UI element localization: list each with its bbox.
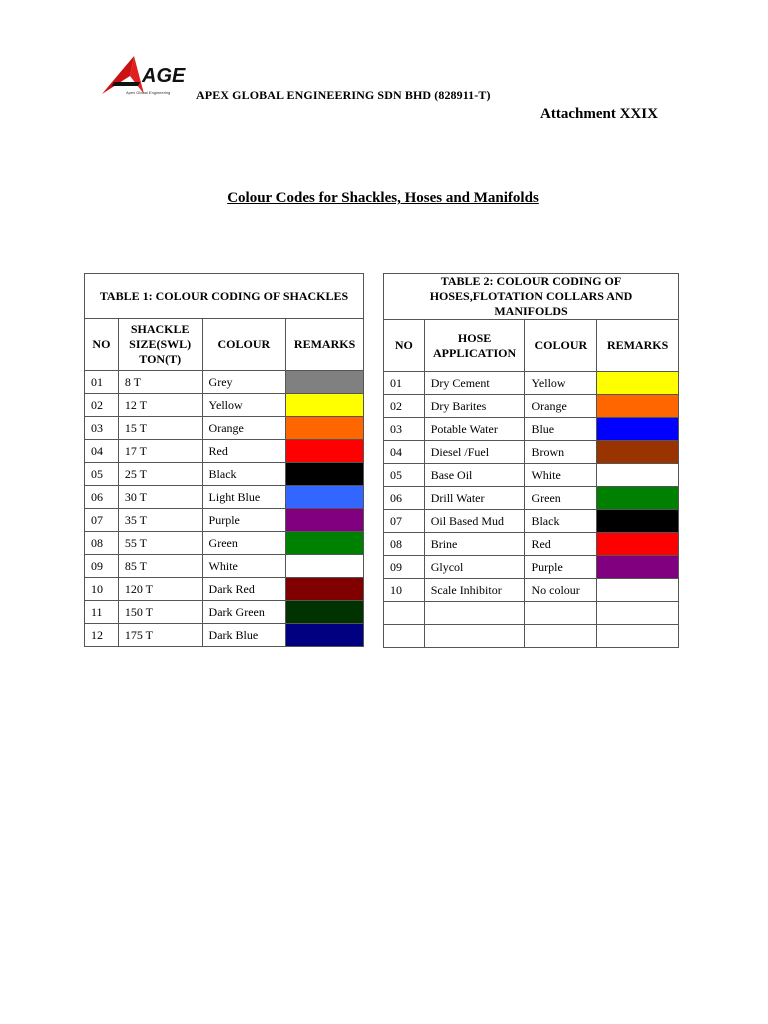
row-number: 03 — [85, 417, 119, 440]
colour-name: Orange — [525, 395, 597, 418]
row-number: 05 — [384, 464, 425, 487]
shackle-row — [85, 394, 364, 417]
shackle-size: 85 T — [118, 555, 202, 578]
hose-row — [384, 487, 679, 510]
hose-application: Glycol — [424, 556, 525, 579]
remarks-cell — [286, 624, 364, 647]
row-number: 12 — [85, 624, 119, 647]
company-logo — [100, 52, 192, 98]
remarks-cell — [597, 487, 679, 510]
colour-name: Dark Blue — [202, 624, 286, 647]
hose-application: Diesel /Fuel — [424, 441, 525, 464]
hose-application: Drill Water — [424, 487, 525, 510]
colour-swatch — [286, 440, 363, 462]
colour-swatch — [286, 578, 363, 600]
logo-text: AGE — [142, 65, 186, 87]
hose-row — [384, 602, 679, 625]
hose-row — [384, 464, 679, 487]
colour-name: White — [525, 464, 597, 487]
row-number: 10 — [85, 578, 119, 601]
colour-name: Blue — [525, 418, 597, 441]
row-number: 07 — [384, 510, 425, 533]
remarks-cell — [597, 372, 679, 395]
colour-name: Red — [525, 533, 597, 556]
colour-name: White — [202, 555, 286, 578]
hose-row — [384, 556, 679, 579]
colour-name: Grey — [202, 371, 286, 394]
hose-row — [384, 418, 679, 441]
table1-header-no: NO — [85, 319, 119, 371]
remarks-cell — [597, 602, 679, 625]
table2-caption: TABLE 2: COLOUR CODING OF HOSES,FLOTATION COLLARS AND MANIFOLDS — [384, 274, 679, 320]
row-number: 08 — [384, 533, 425, 556]
shackle-size: 175 T — [118, 624, 202, 647]
shackle-size: 55 T — [118, 532, 202, 555]
shackle-size: 35 T — [118, 509, 202, 532]
table1-header-remarks: REMARKS — [286, 319, 364, 371]
row-number: 05 — [85, 463, 119, 486]
colour-name: Dark Red — [202, 578, 286, 601]
shackle-row — [85, 578, 364, 601]
remarks-cell — [286, 486, 364, 509]
remarks-cell — [597, 395, 679, 418]
remarks-cell — [597, 579, 679, 602]
colour-swatch — [597, 418, 678, 440]
row-number: 06 — [384, 487, 425, 510]
shackle-row — [85, 509, 364, 532]
remarks-cell — [597, 510, 679, 533]
table1-header-size: SHACKLE SIZE(SWL) TON(T) — [118, 319, 202, 371]
remarks-cell — [597, 441, 679, 464]
hose-application — [424, 602, 525, 625]
colour-name: Dark Green — [202, 601, 286, 624]
colour-swatch — [286, 417, 363, 439]
row-number: 06 — [85, 486, 119, 509]
row-number: 01 — [384, 372, 425, 395]
colour-swatch — [597, 395, 678, 417]
hose-row — [384, 510, 679, 533]
hose-row — [384, 625, 679, 648]
shackle-row — [85, 486, 364, 509]
hose-application — [424, 625, 525, 648]
age-logo-icon — [100, 52, 192, 98]
hose-application: Base Oil — [424, 464, 525, 487]
shackle-row — [85, 624, 364, 647]
shackle-row — [85, 532, 364, 555]
shackle-row — [85, 440, 364, 463]
remarks-cell — [286, 509, 364, 532]
colour-swatch — [286, 509, 363, 531]
remarks-cell — [286, 463, 364, 486]
page-title: Colour Codes for Shackles, Hoses and Manifolds — [227, 190, 539, 206]
row-number: 04 — [85, 440, 119, 463]
remarks-cell — [286, 555, 364, 578]
shackle-size: 150 T — [118, 601, 202, 624]
hose-application: Dry Cement — [424, 372, 525, 395]
hose-application: Oil Based Mud — [424, 510, 525, 533]
attachment-label: Attachment XXIX — [540, 106, 658, 122]
table2-header-remarks: REMARKS — [597, 320, 679, 372]
table2-header-application: HOSE APPLICATION — [424, 320, 525, 372]
hose-application: Brine — [424, 533, 525, 556]
colour-name: Light Blue — [202, 486, 286, 509]
hose-application: Dry Barites — [424, 395, 525, 418]
row-number: 09 — [85, 555, 119, 578]
hose-row — [384, 533, 679, 556]
shackle-row — [85, 555, 364, 578]
colour-swatch — [286, 532, 363, 554]
colour-swatch — [286, 555, 363, 577]
shackle-size: 15 T — [118, 417, 202, 440]
colour-swatch — [286, 463, 363, 485]
shackle-size: 8 T — [118, 371, 202, 394]
colour-swatch — [286, 624, 363, 646]
hose-row — [384, 395, 679, 418]
table2-header-colour: COLOUR — [525, 320, 597, 372]
remarks-cell — [286, 601, 364, 624]
row-number: 08 — [85, 532, 119, 555]
hose-row — [384, 579, 679, 602]
shackle-size: 30 T — [118, 486, 202, 509]
row-number: 09 — [384, 556, 425, 579]
shackle-row — [85, 417, 364, 440]
remarks-cell — [597, 556, 679, 579]
remarks-cell — [286, 578, 364, 601]
colour-swatch — [597, 510, 678, 532]
row-number: 07 — [85, 509, 119, 532]
colour-swatch — [597, 579, 678, 601]
shackles-table — [84, 273, 364, 647]
colour-swatch — [597, 441, 678, 463]
remarks-cell — [286, 394, 364, 417]
shackle-size: 120 T — [118, 578, 202, 601]
shackle-size: 17 T — [118, 440, 202, 463]
shackle-row — [85, 463, 364, 486]
colour-swatch — [286, 601, 363, 623]
table1-caption: TABLE 1: COLOUR CODING OF SHACKLES — [85, 274, 364, 319]
colour-name: Yellow — [525, 372, 597, 395]
remarks-cell — [597, 533, 679, 556]
row-number: 04 — [384, 441, 425, 464]
colour-swatch — [597, 556, 678, 578]
colour-name: Black — [202, 463, 286, 486]
remarks-cell — [286, 532, 364, 555]
colour-name: Green — [202, 532, 286, 555]
row-number — [384, 625, 425, 648]
colour-swatch — [597, 533, 678, 555]
row-number: 02 — [384, 395, 425, 418]
colour-swatch — [597, 602, 678, 624]
company-name: APEX GLOBAL ENGINEERING SDN BHD (828911-T) — [196, 88, 491, 102]
remarks-cell — [286, 417, 364, 440]
remarks-cell — [597, 418, 679, 441]
remarks-cell — [597, 464, 679, 487]
row-number: 02 — [85, 394, 119, 417]
colour-swatch — [286, 371, 363, 393]
colour-name: Yellow — [202, 394, 286, 417]
colour-name — [525, 625, 597, 648]
shackle-row — [85, 371, 364, 394]
colour-name: Black — [525, 510, 597, 533]
colour-swatch — [597, 372, 678, 394]
logo-subtext: Apex Global Engineering — [126, 90, 171, 95]
colour-swatch — [597, 487, 678, 509]
shackle-size: 25 T — [118, 463, 202, 486]
colour-swatch — [597, 464, 678, 486]
remarks-cell — [286, 440, 364, 463]
shackle-row — [85, 601, 364, 624]
row-number: 11 — [85, 601, 119, 624]
shackle-size: 12 T — [118, 394, 202, 417]
hose-application: Scale Inhibitor — [424, 579, 525, 602]
colour-swatch — [286, 486, 363, 508]
table1-header-colour: COLOUR — [202, 319, 286, 371]
table2-header-no: NO — [384, 320, 425, 372]
row-number: 03 — [384, 418, 425, 441]
hose-application: Potable Water — [424, 418, 525, 441]
colour-name: Purple — [525, 556, 597, 579]
colour-name: Orange — [202, 417, 286, 440]
colour-name: Purple — [202, 509, 286, 532]
colour-swatch — [286, 394, 363, 416]
colour-swatch — [597, 625, 678, 647]
hose-row — [384, 441, 679, 464]
colour-name: No colour — [525, 579, 597, 602]
hose-row — [384, 372, 679, 395]
row-number: 10 — [384, 579, 425, 602]
colour-name: Red — [202, 440, 286, 463]
colour-name — [525, 602, 597, 625]
colour-name: Brown — [525, 441, 597, 464]
remarks-cell — [286, 371, 364, 394]
row-number — [384, 602, 425, 625]
remarks-cell — [597, 625, 679, 648]
row-number: 01 — [85, 371, 119, 394]
hoses-table — [383, 273, 679, 648]
colour-name: Green — [525, 487, 597, 510]
